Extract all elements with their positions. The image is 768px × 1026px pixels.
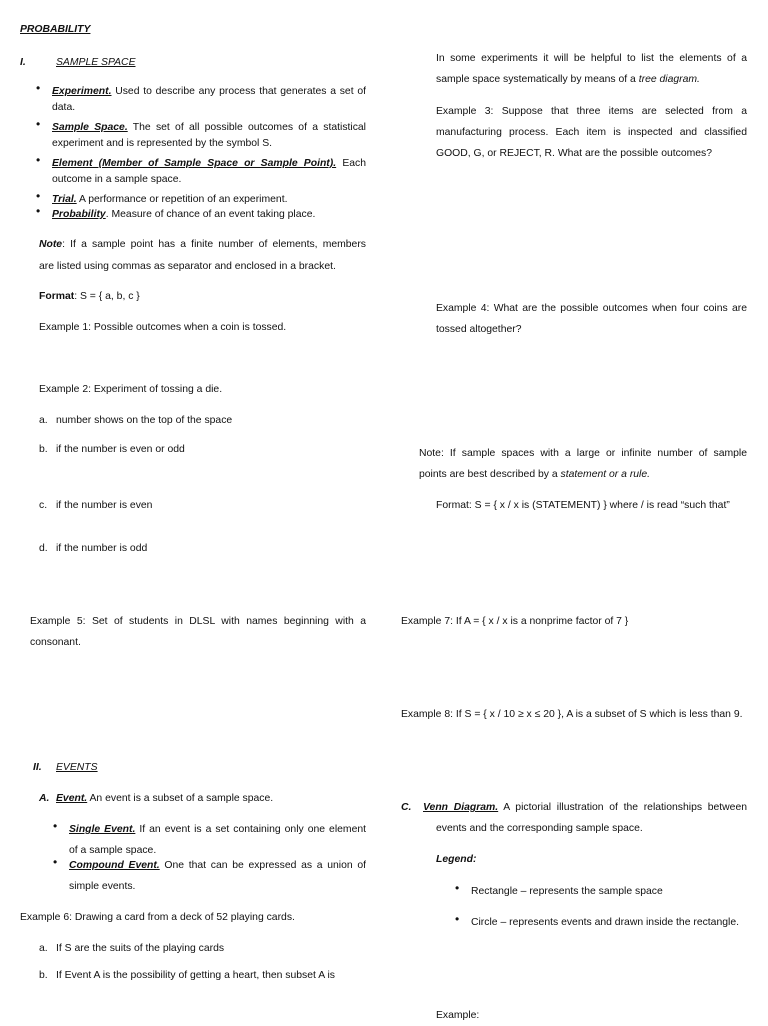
example-3-line-1: Example 3: Suppose that three items are selected from a (436, 106, 747, 117)
example-7: Example 7: If A = { x / x is a nonprime factor of 7 } (401, 616, 629, 627)
page-title: PROBABILITY (20, 24, 91, 35)
single-event-item: • Single Event. If an event is a set containing only one element of a sample space. (69, 819, 366, 855)
example-2-item-c-label: c. (39, 500, 48, 511)
example-2-item-a-label: a. (39, 415, 48, 426)
bullet-icon (455, 912, 459, 926)
example-8: Example 8: If S = { x / 10 ≥ x ≤ 20 }, A is a subset of S which is less than 9. (401, 709, 743, 720)
example-1: Example 1: Possible outcomes when a coin is tossed. (39, 322, 287, 333)
note-rule-line-2: points are best described by a statement or a rule. (419, 469, 651, 480)
tree-diagram-line-2: sample space systematically by means of a tree diagram. (436, 74, 700, 85)
example-4-line-2: tossed altogether? (436, 324, 522, 335)
venn-label: C. (401, 802, 412, 813)
example-2: Example 2: Experiment of tossing a die. (39, 384, 223, 395)
bullet-icon (36, 117, 40, 131)
example-2-item-d: if the number is odd (56, 543, 148, 554)
format-rule-line: Format: S = { x / x is (STATEMENT) } where / is read “such that” (436, 500, 730, 511)
example-5-line-1: Example 5: Set of students in DLSL with names beginning with a (30, 616, 366, 627)
tree-diagram-line-1: In some experiments it will be helpful to list the elements of a (436, 53, 747, 64)
bullet-icon (36, 204, 40, 218)
def-probability: • Probability. Measure of chance of an event taking place. (52, 204, 366, 225)
bullet-icon (53, 855, 57, 869)
example-6-item-a: If S are the suits of the playing cards (56, 943, 225, 954)
section-1-heading: SAMPLE SPACE (56, 57, 136, 68)
note-line-2: are listed using commas as separator and enclosed in a bracket. (39, 261, 336, 272)
event-definition: Event. An event is a subset of a sample space. (56, 793, 274, 804)
section-2-number: II. (33, 762, 42, 773)
bullet-icon (455, 881, 459, 895)
bullet-icon (36, 81, 40, 95)
example-2-item-b: if the number is even or odd (56, 444, 185, 455)
section-1-number: I. (20, 57, 26, 68)
def-trial: • Trial. A performance or repetition of an experiment. (52, 189, 366, 210)
example-2-item-a: number shows on the top of the space (56, 415, 233, 426)
example-2-item-c: if the number is even (56, 500, 153, 511)
bullet-icon (53, 819, 57, 833)
example-2-item-b-label: b. (39, 444, 48, 455)
format-line: Format: S = { a, b, c } (39, 291, 140, 302)
example-6-item-b-label: b. (39, 970, 48, 981)
example-3-line-2: manufacturing process. Each item is inspected and classified (436, 127, 747, 138)
legend-label: Legend: (436, 854, 477, 865)
compound-event-item: • Compound Event. One that can be expressed as a union of simple events. (69, 855, 366, 891)
venn-line-2: events and the corresponding sample space. (436, 823, 643, 834)
example-6-item-a-label: a. (39, 943, 48, 954)
example-5-line-2: consonant. (30, 637, 81, 648)
bullet-icon (36, 189, 40, 203)
example-6: Example 6: Drawing a card from a deck of 52 playing cards. (20, 912, 295, 923)
note-rule-line-1: Note: If sample spaces with a large or infinite number of sample (419, 448, 747, 459)
def-experiment: • Experiment. Used to describe any process that generates a set of data. (52, 81, 366, 117)
venn-example-label: Example: (436, 1010, 480, 1021)
section-2-heading: EVENTS (56, 762, 98, 773)
def-element: • Element (Member of Sample Space or Sample Point). Each outcome in a sample space. (52, 153, 366, 189)
event-label: A. (39, 793, 50, 804)
example-4-line-1: Example 4: What are the possible outcomes when four coins are (436, 303, 747, 314)
example-6-item-b: If Event A is the possibility of getting a heart, then subset A is (56, 970, 335, 981)
def-sample-space: • Sample Space. The set of all possible outcomes of a statistical experiment and is represented by the symbol S. (52, 117, 366, 153)
bullet-icon (36, 153, 40, 167)
legend-item-rectangle: • Rectangle – represents the sample space (471, 881, 751, 902)
note-line-1: Note: If a sample point has a finite number of elements, members (39, 239, 366, 250)
venn-line-1: Venn Diagram. A pictorial illustration of the relationships between (423, 802, 747, 813)
legend-item-circle: • Circle – represents events and drawn inside the rectangle. (471, 912, 761, 933)
example-2-item-d-label: d. (39, 543, 48, 554)
example-3-line-3: GOOD, G, or REJECT, R. What are the possible outcomes? (436, 148, 713, 159)
